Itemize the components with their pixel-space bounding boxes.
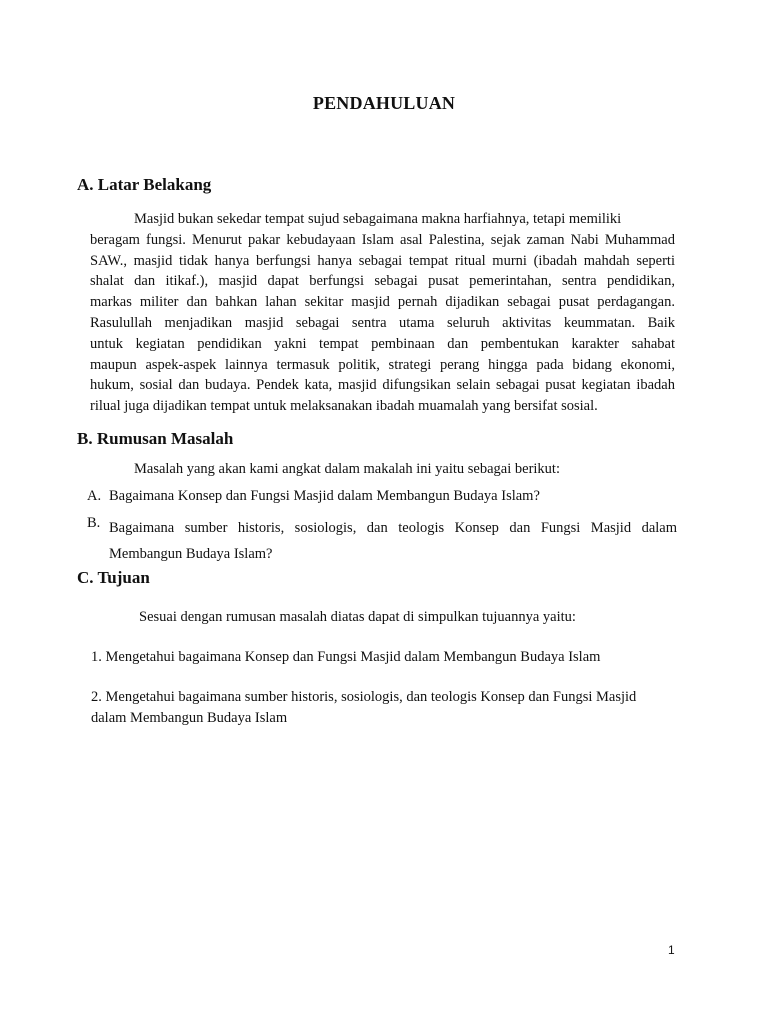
document-title: PENDAHULUAN [312, 93, 456, 113]
section-c-intro: Sesuai dengan rumusan masalah diatas dapat di simpulkan tujuannya yaitu: [139, 609, 576, 625]
paragraph-line: hukum, sosial dan budaya. Pendek kata, masjid difungsikan selain sebagai pusat kegiatan ibadah [90, 377, 675, 394]
question-a-text: Bagaimana Konsep dan Fungsi Masjid dalam Membangun Budaya Islam? [109, 488, 540, 504]
paragraph-line: rilual juga dijadikan tempat untuk melaksanakan ibadah muamalah yang bersifat sosial. [90, 398, 598, 415]
paragraph-line: maupun aspek-aspek lainnya termasuk politik, strategi perang hingga pada bidang ekonomi, [90, 356, 675, 373]
section-b-heading: B. Rumusan Masalah [77, 429, 234, 448]
list-item-line: Bagaimana sumber historis, sosiologis, dan teologis Konsep dan Fungsi Masjid dalam [109, 520, 677, 536]
list-item-line: 2. Mengetahui bagaimana sumber historis, sosiologis, dan teologis Konsep dan Fungsi Masjid [91, 689, 637, 705]
question-b-marker: B. [87, 515, 101, 531]
section-a-heading: A. Latar Belakang [77, 175, 212, 194]
objective-2 [91, 687, 676, 729]
section-c-heading: C. Tujuan [77, 568, 150, 587]
section-b-intro: Masalah yang akan kami angkat dalam makalah ini yaitu sebagai berikut: [134, 461, 560, 477]
question-b-text [109, 515, 677, 567]
objective-1: 1. Mengetahui bagaimana Konsep dan Fungsi Masjid dalam Membangun Budaya Islam [91, 649, 601, 665]
paragraph-line: untuk kegiatan pendidikan yakni tempat pembinaan dan pembentukan karakter sahabat [90, 335, 675, 352]
paragraph-line: Rasulullah menjadikan masjid sebagai sentra utama seluruh aktivitas keummatan. Baik [90, 314, 675, 331]
paragraph-line: beragam fungsi. Menurut pakar kebudayaan Islam asal Palestina, sejak zaman Nabi Muhammad [90, 231, 675, 248]
list-item-line: dalam Membangun Budaya Islam [91, 710, 288, 726]
page-number: 1 [668, 943, 675, 957]
paragraph-line: markas militer dan bahkan lahan sekitar masjid pernah dijadikan sebagai pusat perdagangan. [90, 294, 675, 311]
paragraph-line: SAW., masjid tidak hanya berfungsi hanya sebagai tempat ritual murni (ibadah mahdah seperti [90, 252, 675, 269]
paragraph-line: Masjid bukan sekedar tempat sujud sebagaimana makna harfiahnya, tetapi memiliki [134, 211, 622, 227]
question-a-marker: A. [87, 488, 102, 504]
section-a-paragraph [90, 209, 675, 417]
paragraph-line: shalat dan itikaf.), masjid dapat berfungsi sebagai pusat pemerintahan, sentra pendidikan, [90, 273, 675, 290]
list-item-line: Membangun Budaya Islam? [109, 546, 273, 562]
